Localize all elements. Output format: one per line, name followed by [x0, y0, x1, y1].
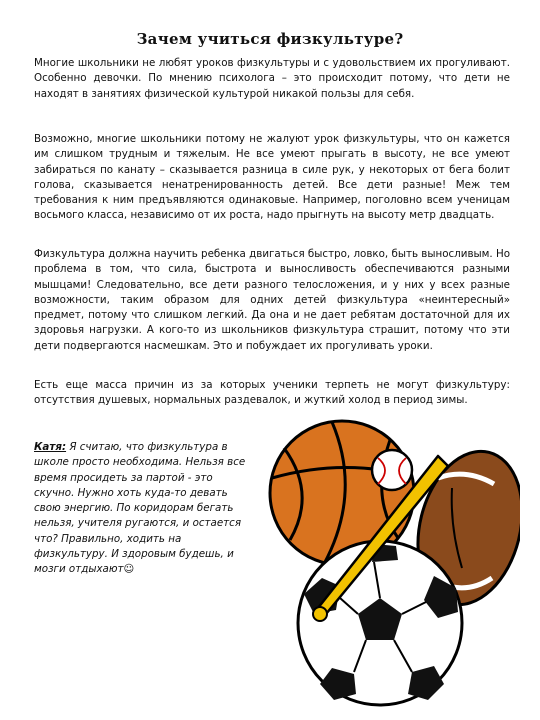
soccer-ball-icon	[298, 541, 462, 705]
student-quote	[34, 440, 256, 578]
sports-balls-illustration	[262, 418, 520, 708]
paragraph-purpose: Физкультура должна научить ребенка двигаться быстро, ловко, быть выносливым. Но проблема в том, что сила, быстрота и выносливость обеспечиваются разными мышцами! Следовательно, все дети разного телосложения, и у них у всех разные возможности, таким образом для одних детей физкультура «неинтересный» предмет, потому что слишком легкий. Да она и не дает ребятам достаточной для их здоровья нагрузки. А кого-то из школьников физкультура страшит, потому что эти дети подвергаются насмешкам. Это и побуждает их прогуливать уроки.	[34, 248, 511, 352]
quote-author: Катя:	[34, 441, 67, 453]
paragraph-intro: Многие школьники не любят уроков физкультуры и с удовольствием их прогуливают. Особенно девочки. По мнению психолога – это происходит потому, что дети не находят в занятиях физической культурой никакой пользы для себя.	[34, 57, 510, 100]
paragraph-difficulty: Возможно, многие школьники потому не жалуют урок физкультуры, что он кажется им слишком трудным и тяжелым. Не все умеют прыгать в высоту, не все умеют забираться по канату – сказывается разница в силе рук, у некоторых от бега болит голова, сказывается ненатренированность детей. Все дети разные! Меж тем требования к ним предъявляются одинаковые. Например, поголовно всем ученицам восьмого класса, независимо от их роста, надо прыгнуть на высоту метр двадцать.	[34, 133, 510, 222]
page-title: Зачем учиться физкультуре?	[136, 30, 404, 49]
quote-text: Я считаю, что физкультура в школе просто необходима. Нельзя все время просидеть за партой - это скучно. Нужно хоть куда-то девать свою энергию. По коридорам бегать нельзя, учителя ругаются, и остается что? Правильно, ходить на физкультуру. И здоровым будешь, и мозги отдыхают☺	[34, 441, 246, 576]
paragraph-reasons: Есть еще масса причин из за которых ученики терпеть не могут физкультуру: отсутствия душевых, нормальных раздевалок, и жуткий холод в период зимы.	[34, 379, 510, 407]
baseball-icon	[372, 450, 412, 490]
